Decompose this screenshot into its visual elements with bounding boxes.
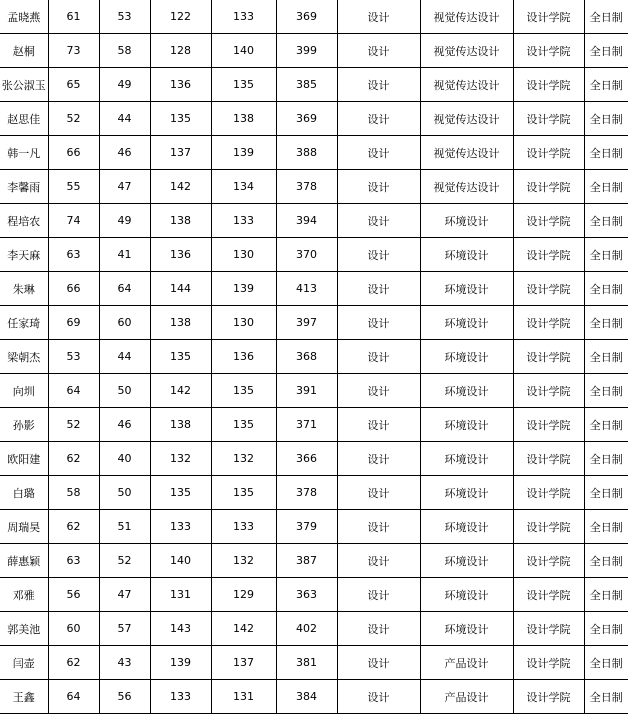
politics-score-cell: 69: [48, 306, 99, 340]
table-row: [0, 476, 628, 510]
table-row: [0, 680, 628, 714]
name-cell: 孙影: [0, 408, 48, 442]
study-mode-cell: 全日制: [584, 0, 628, 34]
category-cell: 设计: [337, 102, 420, 136]
politics-score-cell: 64: [48, 680, 99, 714]
subject1-score-cell: 144: [150, 272, 211, 306]
english-score-cell: 49: [99, 68, 150, 102]
total-score-cell: 366: [276, 442, 337, 476]
major-cell: 环境设计: [420, 238, 513, 272]
subject2-score-cell: 135: [211, 374, 276, 408]
english-score-cell: 44: [99, 102, 150, 136]
english-score-cell: 60: [99, 306, 150, 340]
table-row: [0, 442, 628, 476]
subject1-score-cell: 122: [150, 0, 211, 34]
name-cell: 郭美池: [0, 612, 48, 646]
college-cell: 设计学院: [513, 204, 584, 238]
major-cell: 视觉传达设计: [420, 68, 513, 102]
college-cell: 设计学院: [513, 136, 584, 170]
subject2-score-cell: 138: [211, 102, 276, 136]
table-row: [0, 408, 628, 442]
total-score-cell: 384: [276, 680, 337, 714]
category-cell: 设计: [337, 680, 420, 714]
college-cell: 设计学院: [513, 510, 584, 544]
college-cell: 设计学院: [513, 476, 584, 510]
subject2-score-cell: 139: [211, 136, 276, 170]
college-cell: 设计学院: [513, 306, 584, 340]
politics-score-cell: 74: [48, 204, 99, 238]
subject2-score-cell: 134: [211, 170, 276, 204]
subject1-score-cell: 135: [150, 102, 211, 136]
politics-score-cell: 60: [48, 612, 99, 646]
college-cell: 设计学院: [513, 0, 584, 34]
name-cell: 向圳: [0, 374, 48, 408]
name-cell: 程培农: [0, 204, 48, 238]
name-cell: 韩一凡: [0, 136, 48, 170]
english-score-cell: 58: [99, 34, 150, 68]
study-mode-cell: 全日制: [584, 170, 628, 204]
total-score-cell: 378: [276, 476, 337, 510]
name-cell: 欧阳建: [0, 442, 48, 476]
politics-score-cell: 55: [48, 170, 99, 204]
category-cell: 设计: [337, 136, 420, 170]
category-cell: 设计: [337, 442, 420, 476]
subject2-score-cell: 132: [211, 442, 276, 476]
politics-score-cell: 63: [48, 238, 99, 272]
english-score-cell: 40: [99, 442, 150, 476]
subject2-score-cell: 142: [211, 612, 276, 646]
english-score-cell: 43: [99, 646, 150, 680]
english-score-cell: 50: [99, 476, 150, 510]
major-cell: 环境设计: [420, 408, 513, 442]
major-cell: 环境设计: [420, 272, 513, 306]
subject1-score-cell: 128: [150, 34, 211, 68]
study-mode-cell: 全日制: [584, 510, 628, 544]
college-cell: 设计学院: [513, 34, 584, 68]
name-cell: 孟晓燕: [0, 0, 48, 34]
english-score-cell: 49: [99, 204, 150, 238]
subject2-score-cell: 136: [211, 340, 276, 374]
name-cell: 闫壶: [0, 646, 48, 680]
category-cell: 设计: [337, 340, 420, 374]
name-cell: 任家琦: [0, 306, 48, 340]
table-row: [0, 204, 628, 238]
name-cell: 邓雅: [0, 578, 48, 612]
category-cell: 设计: [337, 170, 420, 204]
politics-score-cell: 53: [48, 340, 99, 374]
table-row: [0, 306, 628, 340]
table-row: [0, 272, 628, 306]
college-cell: 设计学院: [513, 238, 584, 272]
table-row: [0, 34, 628, 68]
category-cell: 设计: [337, 0, 420, 34]
major-cell: 视觉传达设计: [420, 136, 513, 170]
total-score-cell: 399: [276, 34, 337, 68]
politics-score-cell: 62: [48, 442, 99, 476]
major-cell: 环境设计: [420, 374, 513, 408]
subject1-score-cell: 143: [150, 612, 211, 646]
subject2-score-cell: 132: [211, 544, 276, 578]
subject2-score-cell: 133: [211, 0, 276, 34]
english-score-cell: 46: [99, 408, 150, 442]
category-cell: 设计: [337, 612, 420, 646]
category-cell: 设计: [337, 272, 420, 306]
major-cell: 环境设计: [420, 442, 513, 476]
category-cell: 设计: [337, 68, 420, 102]
table-row: [0, 578, 628, 612]
table-row: [0, 510, 628, 544]
subject1-score-cell: 133: [150, 510, 211, 544]
subject1-score-cell: 142: [150, 170, 211, 204]
study-mode-cell: 全日制: [584, 102, 628, 136]
subject2-score-cell: 137: [211, 646, 276, 680]
politics-score-cell: 56: [48, 578, 99, 612]
major-cell: 环境设计: [420, 340, 513, 374]
study-mode-cell: 全日制: [584, 646, 628, 680]
subject1-score-cell: 131: [150, 578, 211, 612]
total-score-cell: 388: [276, 136, 337, 170]
english-score-cell: 50: [99, 374, 150, 408]
category-cell: 设计: [337, 408, 420, 442]
major-cell: 产品设计: [420, 646, 513, 680]
college-cell: 设计学院: [513, 578, 584, 612]
subject2-score-cell: 130: [211, 306, 276, 340]
name-cell: 白璐: [0, 476, 48, 510]
study-mode-cell: 全日制: [584, 238, 628, 272]
subject2-score-cell: 133: [211, 204, 276, 238]
category-cell: 设计: [337, 476, 420, 510]
total-score-cell: 413: [276, 272, 337, 306]
name-cell: 梁朝杰: [0, 340, 48, 374]
politics-score-cell: 64: [48, 374, 99, 408]
politics-score-cell: 63: [48, 544, 99, 578]
study-mode-cell: 全日制: [584, 136, 628, 170]
study-mode-cell: 全日制: [584, 612, 628, 646]
english-score-cell: 53: [99, 0, 150, 34]
subject1-score-cell: 136: [150, 238, 211, 272]
table-row: [0, 374, 628, 408]
politics-score-cell: 73: [48, 34, 99, 68]
politics-score-cell: 66: [48, 136, 99, 170]
total-score-cell: 370: [276, 238, 337, 272]
study-mode-cell: 全日制: [584, 204, 628, 238]
subject1-score-cell: 137: [150, 136, 211, 170]
name-cell: 赵桐: [0, 34, 48, 68]
subject1-score-cell: 138: [150, 204, 211, 238]
subject2-score-cell: 131: [211, 680, 276, 714]
college-cell: 设计学院: [513, 408, 584, 442]
subject2-score-cell: 133: [211, 510, 276, 544]
politics-score-cell: 52: [48, 102, 99, 136]
major-cell: 环境设计: [420, 578, 513, 612]
college-cell: 设计学院: [513, 680, 584, 714]
name-cell: 周瑞昊: [0, 510, 48, 544]
total-score-cell: 369: [276, 102, 337, 136]
politics-score-cell: 52: [48, 408, 99, 442]
english-score-cell: 51: [99, 510, 150, 544]
name-cell: 李天麻: [0, 238, 48, 272]
english-score-cell: 64: [99, 272, 150, 306]
politics-score-cell: 61: [48, 0, 99, 34]
subject1-score-cell: 135: [150, 476, 211, 510]
study-mode-cell: 全日制: [584, 578, 628, 612]
college-cell: 设计学院: [513, 442, 584, 476]
category-cell: 设计: [337, 34, 420, 68]
english-score-cell: 52: [99, 544, 150, 578]
subject1-score-cell: 136: [150, 68, 211, 102]
study-mode-cell: 全日制: [584, 306, 628, 340]
study-mode-cell: 全日制: [584, 34, 628, 68]
category-cell: 设计: [337, 544, 420, 578]
study-mode-cell: 全日制: [584, 340, 628, 374]
study-mode-cell: 全日制: [584, 374, 628, 408]
total-score-cell: 378: [276, 170, 337, 204]
college-cell: 设计学院: [513, 340, 584, 374]
total-score-cell: 394: [276, 204, 337, 238]
total-score-cell: 363: [276, 578, 337, 612]
total-score-cell: 391: [276, 374, 337, 408]
study-mode-cell: 全日制: [584, 272, 628, 306]
table-row: [0, 136, 628, 170]
subject1-score-cell: 140: [150, 544, 211, 578]
total-score-cell: 402: [276, 612, 337, 646]
english-score-cell: 41: [99, 238, 150, 272]
subject2-score-cell: 135: [211, 476, 276, 510]
subject1-score-cell: 138: [150, 408, 211, 442]
table-row: [0, 646, 628, 680]
subject2-score-cell: 129: [211, 578, 276, 612]
study-mode-cell: 全日制: [584, 476, 628, 510]
subject1-score-cell: 135: [150, 340, 211, 374]
politics-score-cell: 65: [48, 68, 99, 102]
name-cell: 张公淑玉: [0, 68, 48, 102]
name-cell: 朱琳: [0, 272, 48, 306]
english-score-cell: 56: [99, 680, 150, 714]
total-score-cell: 369: [276, 0, 337, 34]
major-cell: 环境设计: [420, 612, 513, 646]
table-row: [0, 102, 628, 136]
total-score-cell: 385: [276, 68, 337, 102]
subject1-score-cell: 138: [150, 306, 211, 340]
study-mode-cell: 全日制: [584, 408, 628, 442]
english-score-cell: 47: [99, 578, 150, 612]
category-cell: 设计: [337, 374, 420, 408]
name-cell: 李馨雨: [0, 170, 48, 204]
subject1-score-cell: 133: [150, 680, 211, 714]
table-row: [0, 544, 628, 578]
college-cell: 设计学院: [513, 68, 584, 102]
college-cell: 设计学院: [513, 102, 584, 136]
politics-score-cell: 62: [48, 510, 99, 544]
total-score-cell: 371: [276, 408, 337, 442]
study-mode-cell: 全日制: [584, 680, 628, 714]
major-cell: 视觉传达设计: [420, 170, 513, 204]
category-cell: 设计: [337, 646, 420, 680]
table-row: [0, 340, 628, 374]
total-score-cell: 387: [276, 544, 337, 578]
major-cell: 视觉传达设计: [420, 34, 513, 68]
subject1-score-cell: 132: [150, 442, 211, 476]
college-cell: 设计学院: [513, 544, 584, 578]
name-cell: 王鑫: [0, 680, 48, 714]
major-cell: 环境设计: [420, 544, 513, 578]
english-score-cell: 57: [99, 612, 150, 646]
subject2-score-cell: 139: [211, 272, 276, 306]
politics-score-cell: 58: [48, 476, 99, 510]
college-cell: 设计学院: [513, 374, 584, 408]
table-row: [0, 68, 628, 102]
total-score-cell: 368: [276, 340, 337, 374]
major-cell: 视觉传达设计: [420, 102, 513, 136]
name-cell: 薛惠颖: [0, 544, 48, 578]
category-cell: 设计: [337, 238, 420, 272]
major-cell: 产品设计: [420, 680, 513, 714]
category-cell: 设计: [337, 510, 420, 544]
subject2-score-cell: 135: [211, 408, 276, 442]
category-cell: 设计: [337, 578, 420, 612]
politics-score-cell: 66: [48, 272, 99, 306]
subject2-score-cell: 130: [211, 238, 276, 272]
college-cell: 设计学院: [513, 646, 584, 680]
subject2-score-cell: 135: [211, 68, 276, 102]
study-mode-cell: 全日制: [584, 442, 628, 476]
english-score-cell: 47: [99, 170, 150, 204]
college-cell: 设计学院: [513, 170, 584, 204]
name-cell: 赵思佳: [0, 102, 48, 136]
english-score-cell: 44: [99, 340, 150, 374]
major-cell: 环境设计: [420, 306, 513, 340]
major-cell: 视觉传达设计: [420, 0, 513, 34]
study-mode-cell: 全日制: [584, 68, 628, 102]
major-cell: 环境设计: [420, 510, 513, 544]
study-mode-cell: 全日制: [584, 544, 628, 578]
subject1-score-cell: 142: [150, 374, 211, 408]
subject2-score-cell: 140: [211, 34, 276, 68]
subject1-score-cell: 139: [150, 646, 211, 680]
politics-score-cell: 62: [48, 646, 99, 680]
college-cell: 设计学院: [513, 612, 584, 646]
table-row: [0, 612, 628, 646]
major-cell: 环境设计: [420, 476, 513, 510]
total-score-cell: 381: [276, 646, 337, 680]
table-row: [0, 170, 628, 204]
category-cell: 设计: [337, 204, 420, 238]
table-row: [0, 238, 628, 272]
total-score-cell: 379: [276, 510, 337, 544]
table-row: [0, 0, 628, 34]
college-cell: 设计学院: [513, 272, 584, 306]
total-score-cell: 397: [276, 306, 337, 340]
category-cell: 设计: [337, 306, 420, 340]
english-score-cell: 46: [99, 136, 150, 170]
major-cell: 环境设计: [420, 204, 513, 238]
